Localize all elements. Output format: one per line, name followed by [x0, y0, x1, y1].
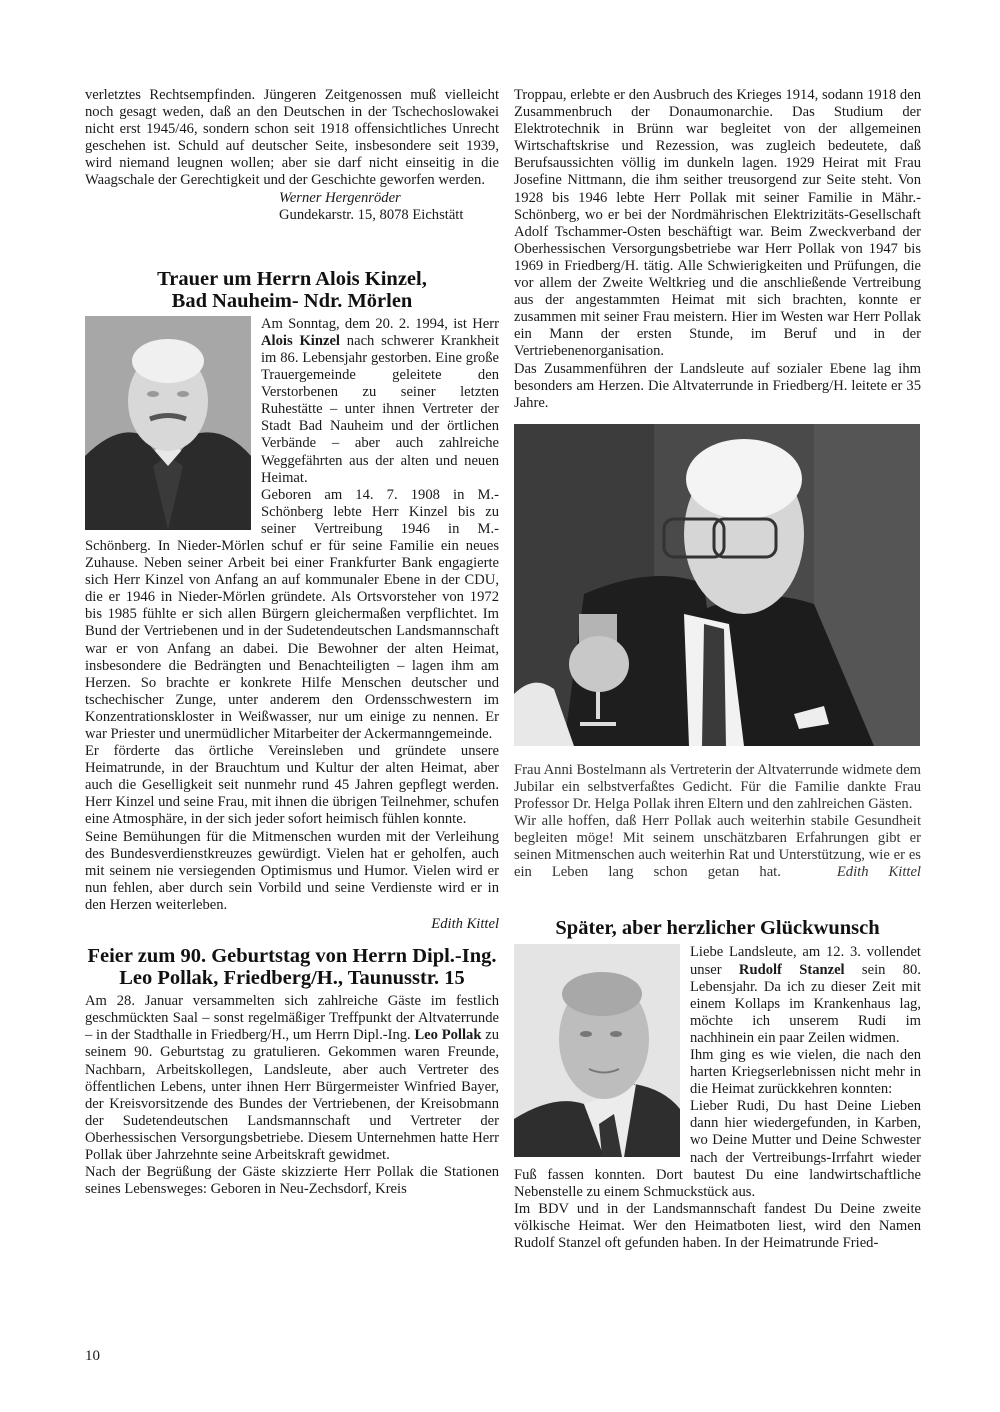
pollak-paragraph-1: Am 28. Januar versammelten sich zahlreiche Gäste im festlich geschmückten Saal – sonst regelmäßiger Treffpunkt der Altvaterrunde – in der Stadthalle in Friedberg/H., um Herrn Dipl.-Ing. Leo Pollak zu seinem 90. Geburtstag zu gratulieren. Gekommen waren Freunde, Nachbarn, Arbeitskollegen, Landsleute, aber auch Vertreter des öffentlichen Lebens, unter ihnen Herr Bürgermeister Winfried Bayer, der Kreisvorsitzende des Bundes der Vertriebenen, der Kreisobmann der Sudetendeutschen Landsmannschaft und Vertreter der Oberhessischen Versorgungsbetriebe. Diesem Unternehmen hatte Herr Pollak über Jahrzehnte seine Arbeitskraft gewidmet.: [85, 993, 500, 1163]
kinzel-headline: [85, 268, 499, 312]
right-column: [514, 87, 921, 1252]
kinzel-headline-line1: Trauer um Herrn Alois Kinzel,: [157, 267, 427, 290]
article-pollak: [85, 945, 499, 1198]
stanzel-name: Rudolf Stanzel: [738, 961, 845, 978]
stanzel-photo: [514, 944, 680, 1157]
stanzel-headline: Später, aber herzlicher Glückwunsch: [555, 917, 880, 940]
kinzel-paragraph-3: Er förderte das örtliche Vereinsleben und gründete unsere Heimatrunde, in der Brauchtum und Kultur der alten Heimat, aber auch die Geselligkeit seit nunmehr rund 45 Jahren gepflegt werden. Herr Kinzel und seine Frau, mit ihnen die übrigen Teilnehmer, schufen eine Atmosphäre, in der sich jeder sofort heimisch fühlen konnte.: [85, 743, 499, 828]
pollak-paragraph-3: Das Zusammenführen der Landsleute auf sozialer Ebene lag ihm besonders am Herzen. Die Altvaterrunde in Friedberg/H. leitete er 35 Jahre.: [514, 360, 921, 411]
kinzel-name: Alois Kinzel: [261, 332, 340, 349]
stanzel-paragraph-2: Ihm ging es wie vielen, die nach den harten Kriegserlebnissen nicht mehr in die Heimat zurückkehren konnten:: [690, 1047, 921, 1098]
kinzel-paragraph-2: Geboren am 14. 7. 1908 in M.-Schönberg lebte Herr Kinzel bis zu seiner Vertreibung 1946 in M.-Schönberg. In Nieder-Mörlen schuf er für seine Familie ein neues Zuhause. Neben seiner Arbeit bei einer Frankfurter Bank engagierte sich Herr Kinzel von Anfang an auf kommunaler Ebene in der CDU, die er 1946 in Nieder-Mörlen gründete. Als Ortsvorsteher von 1972 bis 1985 fühlte er sich allen Bürgern gleichermaßen verpflichtet. Im Bund der Vertriebenen und in der Sudetendeutschen Landsmannschaft war er von Anfang an dabei. Die Bewohner der alten Heimat, insbesondere die Bedrängten und Benachteiligten – lagen ihm am Herzen. So brachte er konkrete Hilfe Menschen deutscher und tschechischer Zunge, unter anderem den Ordensschwestern im Konzentrationskloster in Weißwasser, nur um einige zu nennen. Er war Priester und unermüdlicher Mitarbeiter der Ackermanngemeinde.: [85, 486, 499, 742]
pollak-paragraph-2-start: Nach der Begrüßung der Gäste skizzierte Herr Pollak die Stationen seines Lebensweges: Geboren in Neu-Zechsdorf, Kreis: [85, 1164, 499, 1198]
letter-author: Werner Hergenröder: [279, 189, 401, 206]
kinzel-paragraph-1: Am Sonntag, dem 20. 2. 1994, ist Herr Alois Kinzel nach schwerer Krankheit im 86. Lebensjahr gestorben. Eine große Trauergemeinde geleitete den Verstorbenen zu seiner letzten Ruhestätte – unter ihnen Vertreter der Stadt Bad Nauheim und der örtlichen Verbände – aber auch zahlreiche Weggefährten aus der alten und neuen Heimat.: [261, 315, 500, 486]
stanzel-paragraph-3: Lieber Rudi, Du hast Deine Lieben dann hier wiedergefunden, in Karben, wo Deine Mutter und Deine Schwester nach der Vertreibungs-Irrfahrt wieder Fuß fassen konnten. Dort bautest Du eine landwirtschaftliche Nebenstelle zu einem Schmuckstück aus.: [514, 1098, 921, 1200]
kinzel-photo: [85, 316, 251, 530]
pollak-name: Leo Pollak: [414, 1027, 482, 1044]
article-stanzel: [514, 917, 921, 1252]
pollak-paragraph-4: Frau Anni Bostelmann als Vertreterin der Altvaterrunde widmete dem Jubilar ein selbstverfaßtes Gedicht. Für die Familie dankte Frau Professor Dr. Helga Pollak ihren Eltern und den zahlreichen Gästen.: [514, 761, 921, 812]
pollak-author: Edith Kittel: [836, 864, 921, 881]
pollak-headline-line1: Feier zum 90. Geburtstag von Herrn Dipl.-Ing.: [87, 945, 497, 968]
stanzel-paragraph-4: Im BDV und in der Landsmannschaft fandest Du Deine zweite völkische Heimat. Wer den Heimatboten liest, wird den Namen Rudolf Stanzel oft gefunden haben. In der Heimatrunde Fried-: [514, 1200, 921, 1252]
kinzel-author: Edith Kittel: [431, 916, 499, 933]
letter-ending: [85, 87, 499, 224]
page-number: 10: [85, 1348, 100, 1364]
pollak-paragraph-5: Wir alle hoffen, daß Herr Pollak auch weiterhin stabile Gesundheit begleiten möge! Mit seinem unschätzbaren Erfahrungen gibt er seinen Mitmenschen auch weiterhin Rat und Unterstützung, wie er es ein Leben lang schon getan hat. Edith Kittel: [514, 813, 921, 881]
stanzel-paragraph-1: Liebe Landsleute, am 12. 3. vollendet unser Rudolf Stanzel sein 80. Lebensjahr. Da ich zu dieser Zeit mit einem Kollaps im Krankenhaus lag, möchte ich unserem Rudi im nachhinein ein paar Zeilen widmen.: [690, 944, 921, 1046]
pollak-photo: [514, 424, 920, 746]
letter-address: Gundekarstr. 15, 8078 Eichstätt: [279, 206, 464, 223]
pollak-paragraph-2-continued: Troppau, erlebte er den Ausbruch des Krieges 1914, sodann 1918 den Zusammenbruch der Donaumonarchie. Das Studium der Elektrotechnik in Brünn war begleitet von der allgemeinen Wirtschaftskrise und Rezession, was zugleich bedeutete, daß Berufsaussichten völlig im dunkeln lagen. 1929 Heirat mit Frau Josefine Nittmann, die ihm seither treusorgend zur Seite steht. Von 1928 bis 1946 lebte Herr Pollak mit seiner Familie in Mähr.-Schönberg, wo er bei der Nordmährischen Elektrizitäts-Gesellschaft Adolf Tschammer-Osten beschäftigt war. Beim Zweckverband der Oberhessischen Versorgungsbetriebe war Herr Pollak von 1947 bis 1969 in Friedberg/H. tätig. Alle Schwierigkeiten und Prüfungen, die vor allem der Zweite Weltkrieg und die anschließende Vertreibung aus der angestammten Heimat mit sich brachten, konnte er zusammen mit seiner Frau meistern. Hier im Westen war Herr Pollak ein Mann der ersten Stunde, im Beruf und in der Vertriebenenorganisation.: [514, 87, 921, 360]
kinzel-headline-line2: Bad Nauheim- Ndr. Mörlen: [171, 289, 413, 312]
article-kinzel: [85, 268, 499, 933]
left-column: [85, 87, 499, 1198]
letter-text: verletztes Rechtsempfinden. Jüngeren Zeitgenossen muß vielleicht noch gesagt weden, daß an den Deutschen in der Tschechoslowakei nicht erst 1945/46, sondern schon seit 1918 offensichtliches Unrecht geschehen ist. Schuld auf deutscher Seite, insbesondere seit 1939, wird niemand leugnen wollen; aber sie darf nicht einseitig in die Waagschale der Gerechtigkeit und der Geschichte geworfen werden.: [85, 87, 499, 189]
kinzel-paragraph-4: Seine Bemühungen für die Mitmenschen wurden mit der Verleihung des Bundesverdienstkreuzes gewürdigt. Vielen hat er geholfen, auch mit seinem nie versiegenden Optimismus und Humor. Vielen wird er nun fehlen, aber durch sein Vorbild und seine Verdienste wird er in den Herzen weiterleben.: [85, 828, 499, 913]
pollak-headline-line2: Leo Pollak, Friedberg/H., Taunusstr. 15: [119, 967, 465, 990]
pollak-headline: [85, 945, 499, 989]
